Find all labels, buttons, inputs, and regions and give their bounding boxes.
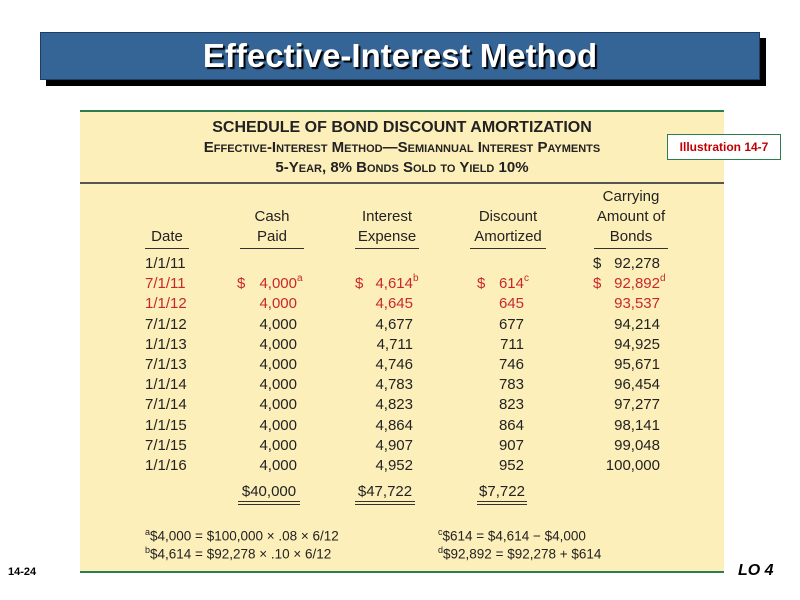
row-carrying-value: 95,671 [614, 356, 660, 373]
footnote-text: $614 = $4,614 − $4,000 [442, 528, 586, 544]
row-date: 7/1/13 [145, 356, 187, 373]
row-carrying [614, 416, 660, 436]
schedule-subheading: Effective-Interest Method—Semiannual Interest Payments [203, 139, 601, 156]
row-discount-value: 746 [498, 356, 524, 373]
header-divider [80, 182, 724, 184]
dollar-sign: $ [355, 275, 364, 293]
row-date: 7/1/14 [145, 396, 187, 414]
illustration-label: Illustration 14-7 [667, 134, 781, 160]
row-discount-value: 614 [498, 275, 524, 293]
row-discount [499, 416, 524, 436]
row-interest [375, 375, 413, 395]
row-carrying [614, 335, 660, 355]
row-carrying-value: 100,000 [605, 457, 660, 474]
row-interest [375, 416, 413, 436]
row-discount [498, 273, 529, 294]
row-carrying-value: 98,141 [614, 416, 660, 434]
column-header-cash: Cash Paid [240, 207, 304, 249]
row-carrying-value: 97,277 [614, 396, 660, 414]
column-header-carrying: Carrying Amount of Bonds [594, 187, 668, 249]
row-cash-value: 4,000 [259, 436, 297, 454]
total-discount: $7,722 [477, 483, 527, 505]
row-carrying [614, 254, 660, 274]
row-carrying-value: 93,537 [614, 295, 660, 313]
row-interest-value: 4,614 [375, 275, 413, 293]
row-cash [259, 375, 297, 395]
row-discount-value: 823 [498, 396, 524, 414]
row-cash-value: 4,000 [259, 356, 297, 373]
row-cash [259, 395, 297, 415]
row-interest [375, 355, 413, 375]
row-cash [259, 335, 297, 355]
column-header-interest: Interest Expense [355, 207, 419, 249]
row-cash-value: 4,000 [259, 457, 297, 474]
footnote-d [438, 545, 601, 562]
row-interest [375, 273, 419, 294]
row-interest [375, 456, 413, 476]
row-cash [259, 355, 297, 375]
page-number: 14-24 [8, 566, 37, 578]
row-carrying [614, 375, 660, 395]
row-cash-value: 4,000 [259, 376, 297, 394]
row-interest [375, 395, 413, 415]
row-interest-value: 4,677 [375, 315, 413, 333]
row-carrying-value: 96,454 [614, 376, 660, 394]
row-discount [500, 335, 524, 355]
row-cash-value: 4,000 [259, 315, 297, 333]
row-discount-value: 645 [498, 295, 524, 313]
row-carrying-value: 92,892 [614, 275, 660, 293]
row-interest-value: 4,645 [375, 295, 413, 313]
footnote-c [438, 527, 586, 544]
row-date: 1/1/12 [145, 295, 187, 313]
row-discount-value: 783 [498, 376, 524, 394]
row-discount-value: 952 [498, 457, 524, 474]
row-carrying [614, 436, 660, 456]
row-discount-value: 677 [498, 315, 524, 333]
column-header-date: Date [145, 227, 189, 249]
footnote-mark: b [145, 545, 151, 555]
footnote-text: $4,000 = $100,000 × .08 × 6/12 [150, 528, 339, 544]
row-carrying-value: 94,214 [614, 315, 660, 333]
total-cash: $40,000 [238, 483, 300, 505]
column-header-discount: Discount Amortized [470, 207, 546, 249]
row-discount [499, 294, 524, 314]
footnote-reference: b [413, 273, 419, 285]
row-cash-value: 4,000 [259, 416, 297, 434]
row-carrying [614, 395, 660, 415]
row-cash [259, 315, 297, 335]
row-cash-value: 4,000 [259, 335, 297, 353]
row-interest [375, 315, 413, 335]
row-interest [375, 436, 413, 456]
learning-objective: LO 4 [738, 562, 774, 579]
row-interest-value: 4,783 [375, 376, 413, 394]
row-cash-value: 4,000 [259, 275, 297, 293]
row-discount [499, 456, 524, 476]
row-cash [259, 416, 297, 436]
row-date: 7/1/12 [145, 315, 187, 333]
schedule-subheading-2: 5-Year, 8% Bonds Sold to Yield 10% [275, 159, 529, 176]
row-cash [259, 294, 297, 314]
footnote-text: $92,892 = $92,278 + $614 [443, 546, 602, 562]
dollar-sign: $ [593, 255, 602, 272]
row-cash-value: 4,000 [259, 295, 297, 313]
row-interest-value: 4,823 [375, 396, 413, 414]
row-date: 1/1/14 [145, 376, 187, 394]
row-discount-value: 907 [498, 436, 524, 454]
dollar-sign: $ [237, 275, 246, 293]
row-discount [499, 375, 524, 395]
row-carrying [614, 355, 660, 375]
row-date: 1/1/16 [145, 457, 187, 474]
row-discount [499, 436, 524, 456]
row-interest-value: 4,952 [375, 457, 413, 474]
row-interest-value: 4,711 [376, 335, 413, 353]
row-cash [259, 456, 297, 476]
row-carrying [614, 294, 660, 314]
row-carrying-value: 99,048 [614, 436, 660, 454]
row-interest-value: 4,746 [375, 356, 413, 373]
row-interest [377, 335, 413, 355]
row-interest [375, 294, 413, 314]
footnote-reference: d [660, 273, 666, 285]
row-cash-value: 4,000 [259, 396, 297, 414]
row-carrying-value: 92,278 [614, 255, 660, 272]
row-discount [499, 315, 524, 335]
row-date: 7/1/15 [145, 436, 187, 454]
row-date: 7/1/11 [145, 275, 186, 293]
row-carrying [614, 315, 660, 335]
total-interest: $47,722 [355, 483, 415, 505]
footnote-text: $4,614 = $92,278 × .10 × 6/12 [150, 546, 332, 562]
row-interest-value: 4,907 [375, 436, 413, 454]
row-date: 1/1/15 [145, 416, 187, 434]
row-discount [499, 355, 524, 375]
row-cash [259, 273, 303, 294]
row-interest-value: 4,864 [375, 416, 413, 434]
schedule-heading: SCHEDULE OF BOND DISCOUNT AMORTIZATION [212, 119, 592, 136]
footnote-b [145, 545, 331, 562]
row-carrying [606, 456, 660, 476]
row-discount-value: 711 [500, 335, 524, 353]
dollar-sign: $ [477, 275, 486, 293]
row-date: 1/1/11 [145, 255, 186, 272]
row-carrying-value: 94,925 [614, 335, 660, 353]
row-discount-value: 864 [498, 416, 524, 434]
footnote-mark: c [438, 527, 443, 537]
row-carrying [614, 273, 666, 294]
footnote-a [145, 527, 339, 544]
slide-title: Effective-Interest Method [40, 32, 760, 80]
footnote-reference: a [297, 273, 303, 285]
footnote-mark: a [145, 527, 151, 537]
footnote-mark: d [438, 545, 444, 555]
row-discount [499, 395, 524, 415]
row-cash [259, 436, 297, 456]
dollar-sign: $ [593, 275, 602, 293]
row-date: 1/1/13 [145, 335, 187, 353]
footnote-reference: c [524, 273, 529, 285]
